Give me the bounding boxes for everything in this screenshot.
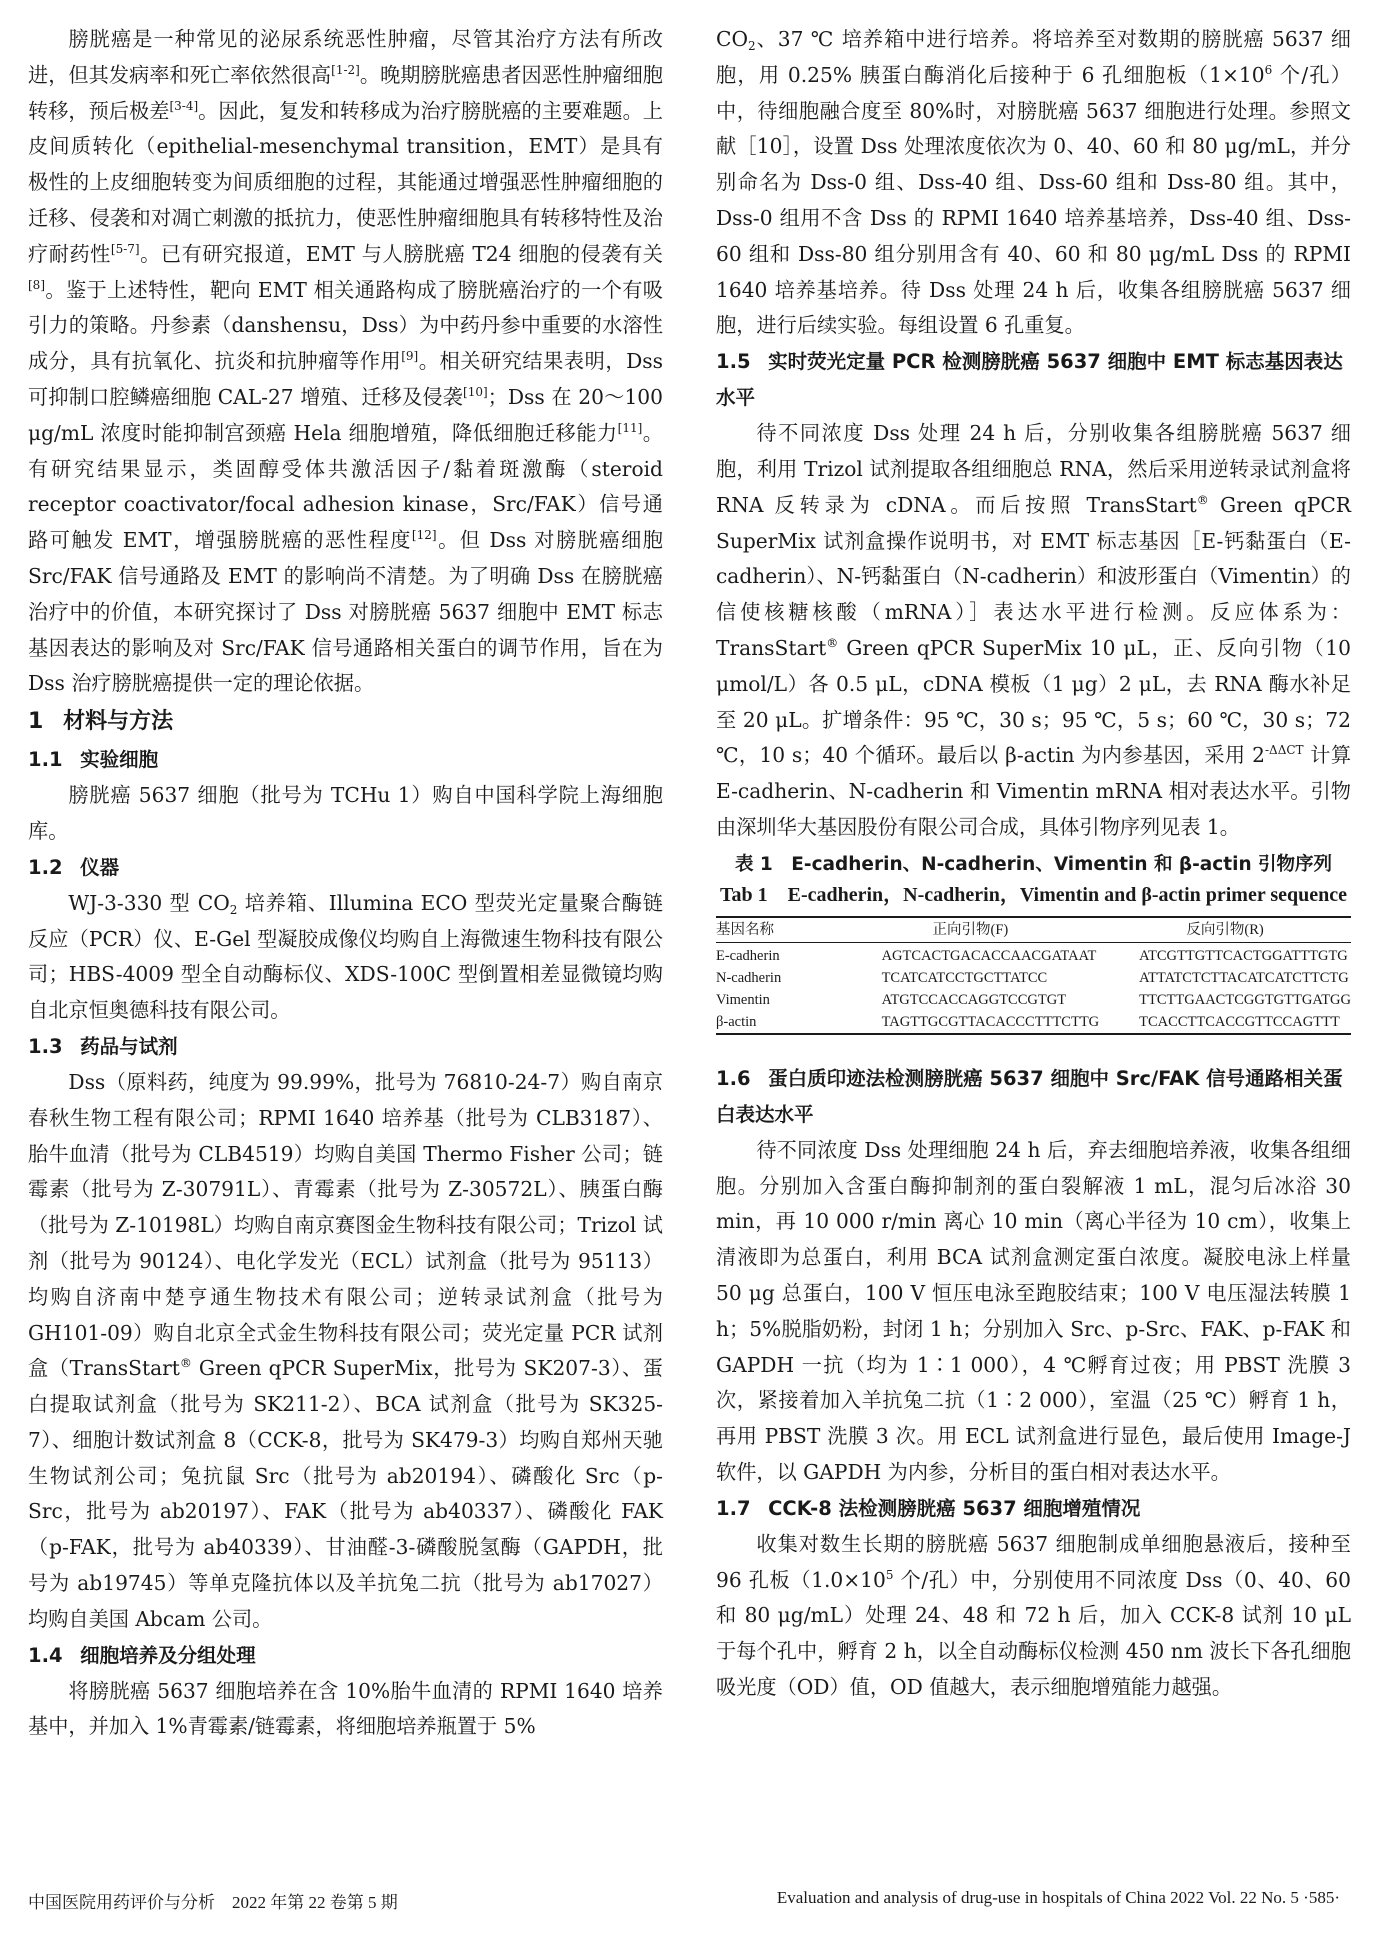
- subsection-heading-1-6: 1.6 蛋白质印迹法检测膀胱癌 5637 细胞中 Src/FAK 信号通路相关蛋白表达水平: [716, 1066, 1343, 1126]
- reverse-primer: TTCTTGAACTCGGTGTTGATGG: [1139, 991, 1351, 1008]
- paragraph-1-6: 待不同浓度 Dss 处理细胞 24 h 后，弃去细胞培养液，收集各组细胞。分别加入含蛋白酶抑制剂的蛋白裂解液 1 mL，混匀后冰浴 30 min，再 10 000 r/min 离心 10 min（离心半径为 10 cm），收集上清液即为总蛋白，利用 BCA 试剂盒测定蛋白浓度。凝胶电泳上样量 50 μg 总蛋白，100 V 恒压电泳至跑胶结束；100 V 电压湿法转膜 1 h；5%脱脂奶粉，封闭 1 h；分别加入 Src、p-Src、FAK、p-FAK 和 GAPDH 一抗（均为 1∶1 000），4 ℃孵育过夜；用 PBST 洗膜 3 次，紧接着加入羊抗兔二抗（1∶2 000），室温（25 ℃）孵育 1 h，再用 PBST 洗膜 3 次。用 ECL 试剂盒进行显色，最后使用 Image-J 软件，以 GAPDH 为内参，分析目的蛋白相对表达水平。: [716, 1137, 1351, 1484]
- table-1-title-en: Tab 1 E-cadherin，N-cadherin，Vimentin and β-actin primer sequence: [719, 883, 1348, 906]
- footer-journal-cn: 中国医院用药评价与分析 2022 年第 22 卷第 5 期: [28, 1893, 398, 1912]
- gene-name: N-cadherin: [716, 969, 782, 986]
- table-row: [716, 942, 1351, 967]
- subsection-heading-1-2: 1.2 仪器: [28, 855, 120, 879]
- gene-name: Vimentin: [716, 991, 770, 1008]
- paragraph-1-1: 膀胱癌 5637 细胞（批号为 TCHu 1）购自中国科学院上海细胞库。: [28, 783, 663, 843]
- paragraph-1-2: WJ-3-330 型 $CO_2$ 培养箱、Illumina ECO 型荧光定量聚合酶链反应（PCR）仪、E-Gel 型凝胶成像仪均购自上海微速生物科技有限公司；HBS-4009 型全自动酶标仪、XDS-100C 型倒置相差显微镜均购自北京恒奥德科技有限公司。: [28, 890, 663, 1023]
- forward-primer: TCATCATCCTGCTTATCC: [881, 969, 1048, 986]
- forward-primer: AGTCACTGACACCAACGATAAT: [881, 947, 1097, 964]
- reverse-primer: ATTATCTCTTACATCATCTTCTG: [1139, 969, 1349, 986]
- subsection-heading-1-5: 1.5 实时荧光定量 PCR 检测膀胱癌 5637 细胞中 EMT 标志基因表达水平: [716, 350, 1343, 410]
- table-row: [716, 1011, 1351, 1034]
- gene-name: β-actin: [716, 1013, 757, 1030]
- paragraph-1-4-continued: $CO_2$、37 ℃ 培养箱中进行培养。将培养至对数期的膀胱癌 5637 细胞，用 0.25% 胰蛋白酶消化后接种于 6 孔细胞板（$1\times 10^6$ 个/孔）中，待细胞融合度至 80%时，对膀胱癌 5637 细胞进行处理。参照文献［10］，设置 Dss 处理浓度依次为 0、40、60 和 80 μg/mL，并分别命名为 Dss-0 组、Dss-40 组、Dss-60 组和 Dss-80 组。其中，Dss-0 组用不含 Dss 的 RPMI 1640 培养基培养，Dss-40 组、Dss-60 组和 Dss-80 组分别用含有 40、60 和 80 μg/mL Dss 的 RPMI 1640 培养基培养。待 Dss 处理 24 h 后，收集各组膀胱癌 5637 细胞，进行后续实验。每组设置 6 孔重复。: [716, 27, 1351, 338]
- subsection-heading-1-4: 1.4 细胞培养及分组处理: [28, 1643, 256, 1667]
- footer-journal-en-page: Evaluation and analysis of drug-use in hospitals of China 2022 Vol. 22 No. 5 ·585·: [776, 1888, 1340, 1907]
- forward-primer: TAGTTGCGTTACACCCTTTCTTG: [881, 1013, 1100, 1030]
- paragraph-1-4: 将膀胱癌 5637 细胞培养在含 10%胎牛血清的 RPMI 1640 培养基中，并加入 1%青霉素/链霉素，将细胞培养瓶置于 5%: [28, 1678, 663, 1739]
- reverse-primer: TCACCTTCACCGTTCCAGTTT: [1139, 1013, 1340, 1030]
- header-forward-primer: 正向引物(F): [932, 921, 1009, 938]
- forward-primer: ATGTCCACCAGGTCCGTGT: [881, 991, 1067, 1008]
- left-column: [28, 22, 663, 1745]
- header-reverse-primer: 反向引物(R): [1186, 921, 1264, 938]
- table-row: [716, 989, 1351, 1011]
- subsection-heading-1-1: 1.1 实验细胞: [28, 748, 159, 772]
- reverse-primer: ATCGTTGTTCACTGGATTTGTG: [1139, 947, 1348, 964]
- subsection-heading-1-7: 1.7 CCK-8 法检测膀胱癌 5637 细胞增殖情况: [716, 1496, 1141, 1520]
- primer-table: [716, 916, 1351, 1035]
- paragraph-1-5: 待不同浓度 Dss 处理 24 h 后，分别收集各组膀胱癌 5637 细胞，利用 Trizol 试剂提取各组细胞总 RNA，然后采用逆转录试剂盒将 RNA 反转录为 cDNA。而后按照 TransStart® Green qPCR SuperMix 试剂盒操作说明书，对 EMT 标志基因［E-钙黏蛋白（E-cadherin）、N-钙黏蛋白（N-cadherin）和波形蛋白（Vimentin）的信使核糖核酸（mRNA）］表达水平进行检测。反应体系为：TransStart® Green qPCR SuperMix 10 μL，正、反向引物（10 μmol/L）各 0.5 μL，cDNA 模板（1 μg）2 μL，去 RNA 酶水补足至 20 μL。扩增条件：95 ℃，30 s；95 ℃，5 s；60 ℃，30 s；72 ℃，10 s；40 个循环。最后以 β-actin 为内参基因，采用 $2^{-\Delta\Delta CT}$ 计算 E-cadherin、N-cadherin 和 Vimentin mRNA 相对表达水平。引物由深圳华大基因股份有限公司合成，具体引物序列见表 1。: [716, 421, 1352, 839]
- header-gene-name: 基因名称: [716, 921, 774, 938]
- table-header-row: [716, 917, 1351, 943]
- table-1-title-cn: 表 1 E-cadherin、N-cadherin、Vimentin 和 β-actin 引物序列: [734, 853, 1333, 875]
- intro-paragraph: 膀胱癌是一种常见的泌尿系统恶性肿瘤，尽管其治疗方法有所改进，但其发病率和死亡率依然很高[1-2]。晚期膀胱癌患者因恶性肿瘤细胞转移，预后极差[3-4]。因此，复发和转移成为治疗膀胱癌的主要难题。上皮间质转化（epithelial-mesenchymal transition，EMT）是具有极性的上皮细胞转变为间质细胞的过程，其能通过增强恶性肿瘤细胞的迁移、侵袭和对凋亡刺激的抵抗力，使恶性肿瘤细胞具有转移特性及治疗耐药性[5-7]。已有研究报道，EMT 与人膀胱癌 T24 细胞的侵袭有关[8]。鉴于上述特性，靶向 EMT 相关通路构成了膀胱癌治疗的一个有吸引力的策略。丹参素（danshensu，Dss）为中药丹参中重要的水溶性成分，具有抗氧化、抗炎和抗肿瘤等作用[9]。相关研究结果表明，Dss 可抑制口腔鳞癌细胞 CAL-27 增殖、迁移及侵袭[10]；Dss 在 20～100 μg/mL 浓度时能抑制宫颈癌 Hela 细胞增殖，降低细胞迁移能力[11]。有研究结果显示，类固醇受体共激活因子/黏着斑激酶（steroid receptor coactivator/focal adhesion kinase，Src/FAK）信号通路可触发 EMT，增强膀胱癌的恶性程度[12]。但 Dss 对膀胱癌细胞 Src/FAK 信号通路及 EMT 的影响尚不清楚。为了明确 Dss 在膀胱癌治疗中的价值，本研究探讨了 Dss 对膀胱癌 5637 细胞中 EMT 标志基因表达的影响及对 Src/FAK 信号通路相关蛋白的调节作用，旨在为 Dss 治疗膀胱癌提供一定的理论依据。: [28, 27, 663, 696]
- paragraph-1-3: Dss（原料药，纯度为 99.99%，批号为 76810-24-7）购自南京春秋生物工程有限公司；RPMI 1640 培养基（批号为 CLB3187）、胎牛血清（批号为 CLB4519）均购自美国 Thermo Fisher 公司；链霉素（批号为 Z-30791L）、青霉素（批号为 Z-30572L）、胰蛋白酶（批号为 Z-10198L）均购自南京赛图金生物科技有限公司；Trizol 试剂（批号为 90124）、电化学发光（ECL）试剂盒（批号为 95113）均购自济南中楚亨通生物技术有限公司；逆转录试剂盒（批号为 GH101-09）购自北京全式金生物科技有限公司；荧光定量 PCR 试剂盒（TransStart® Green qPCR SuperMix，批号为 SK207-3）、蛋白提取试剂盒（批号为 SK211-2）、BCA 试剂盒（批号为 SK325-7）、细胞计数试剂盒 8（CCK-8，批号为 SK479-3）均购自郑州天驰生物试剂公司；兔抗鼠 Src（批号为 ab20194）、磷酸化 Src（p-Src，批号为 ab20197）、FAK（批号为 ab40337）、磷酸化 FAK（p-FAK，批号为 ab40339）、甘油醛-3-磷酸脱氢酶（GAPDH，批号为 ab19745）等单克隆抗体以及羊抗兔二抗（批号为 ab17027）均购自美国 Abcam 公司。: [28, 1069, 663, 1631]
- section-heading-1: 1 材料与方法: [28, 709, 174, 735]
- gene-name: E-cadherin: [716, 947, 780, 964]
- subsection-heading-1-3: 1.3 药品与试剂: [28, 1034, 178, 1058]
- paragraph-1-7: 收集对数生长期的膀胱癌 5637 细胞制成单细胞悬液后，接种至 96 孔板（$1.0\times 10^5$ 个/孔）中，分别使用不同浓度 Dss（0、40、60 和 80 μg/mL）处理 24、48 和 72 h 后，加入 CCK-8 试剂 10 μL 于每个孔中，孵育 2 h，以全自动酶标仪检测 450 nm 波长下各孔细胞吸光度（OD）值，OD 值越大，表示细胞增殖能力越强。: [716, 1531, 1351, 1699]
- table-row: [716, 967, 1351, 989]
- right-column: [716, 22, 1351, 1706]
